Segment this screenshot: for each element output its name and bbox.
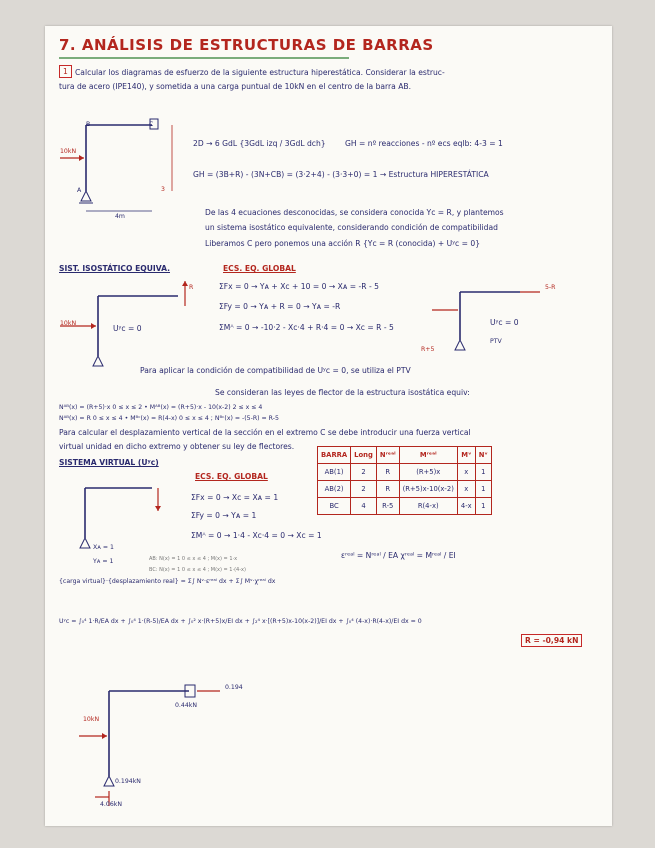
final-bottom-v-label: 0.194kN	[115, 778, 141, 785]
final-bottom-h-label: 4.06kN	[100, 801, 122, 808]
ptv-diagram	[440, 270, 550, 360]
dim-vertical: 3	[161, 186, 165, 193]
laws-intro: Se consideran las leyes de flector de la estructura isostática equiv:	[215, 388, 470, 397]
structure-diagram	[60, 111, 180, 221]
cell: 2	[351, 464, 377, 481]
page-title: 7. ANÁLISIS DE ESTRUCTURAS DE BARRAS	[59, 36, 434, 54]
compat-line: Para aplicar la condición de compatibilidad de Uʸc = 0, se utiliza el PTV	[140, 366, 411, 375]
cell: R-5	[376, 498, 399, 515]
ptv-r5-label: R+5	[421, 346, 435, 353]
table-row	[318, 481, 492, 498]
statement-line-1: Calcular los diagramas de esfuerzo de la siguiente estructura hiperestática. Considerar la estruc-	[75, 68, 445, 77]
virtual-structure-diagram	[70, 476, 180, 556]
virtual-law-ab: AB: N(x) = 1 0 ≤ x ≤ 4 ; M(x) = 1·x	[149, 556, 238, 562]
cell: AB(2)	[318, 481, 351, 498]
law-line-1: Nᴬᴮ(x) = (R+5)·x 0 ≤ x ≤ 2 • Mᴬᴮ(x) = (R+5)·x - 10(x-2) 2 ≤ x ≤ 4	[59, 404, 263, 411]
iso-eq-fy: ΣFy = 0 → Yᴀ + R = 0 → Yᴀ = -R	[219, 302, 341, 311]
ptv-label: PTV	[490, 338, 502, 345]
gh-calculation: GH = (3B+R) - (3N+CB) = (3·2+4) - (3·3+0) = 1 → Estructura HIPERESTÁTICA	[193, 170, 489, 179]
virtual-eq-fy: ΣFy = 0 → Yᴀ = 1	[191, 511, 257, 520]
iso-heading: SIST. ISOSTÁTICO EQUIVA.	[59, 264, 170, 273]
virtual-intro-2: virtual unidad en dicho extremo y obtener su ley de flectores.	[59, 442, 295, 451]
cell: R	[376, 464, 399, 481]
iso-ecs-heading: ECS. EQ. GLOBAL	[223, 264, 296, 273]
node-b-label: B	[86, 121, 91, 128]
gh-definition: GH = nº reacciones - nº ecs eqlb: 4-3 = 1	[345, 139, 503, 148]
th-barra: BARRA	[318, 447, 351, 464]
virtual-xa: Xᴀ = 1	[93, 544, 114, 551]
th-nreal: Nʳᵉᵃˡ	[376, 447, 399, 464]
cell: 2	[351, 481, 377, 498]
virtual-intro-1: Para calcular el desplazamiento vertical de la sección en el extremo C se debe introducir una fuerza vertical	[59, 428, 471, 437]
notebook-page	[45, 26, 612, 826]
dim-horizontal: 4m	[115, 213, 125, 220]
statement-line-2: tura de acero (IPE140), y sometida a una carga puntual de 10kN en el centro de la barra AB.	[59, 82, 412, 91]
cell: R(4-x)	[399, 498, 457, 515]
th-nv: Nᵛ	[475, 447, 491, 464]
ptv-5r-label: 5-R	[545, 284, 556, 291]
table-row	[318, 498, 492, 515]
iso-eq-m: ΣMᴬ = 0 → -10·2 - Xc·4 + R·4 = 0 → Xc = R - 5	[219, 323, 394, 332]
problem-number-box	[59, 67, 72, 76]
cell: R	[376, 481, 399, 498]
node-a-label: A	[77, 187, 82, 194]
strain-equations: εʳᵉᵃˡ = Nʳᵉᵃˡ / EA χʳᵉᵃˡ = Mʳᵉᵃˡ / EI	[341, 551, 456, 560]
virtual-eq-m: ΣMᴬ = 0 → 1·4 - Xc·4 = 0 → Xc = 1	[191, 531, 322, 540]
iso-load-label: 10kN	[60, 320, 77, 327]
load-label-1: 10kN	[60, 148, 77, 155]
virtual-law-bc: BC: N(x) = 1 0 ≤ x ≤ 4 ; M(x) = 1·(4-x)	[149, 567, 246, 573]
iso-eq-fx: ΣFx = 0 → Yᴀ + Xc + 10 = 0 → Xᴀ = -R - 5	[219, 282, 379, 291]
plan-line-2: un sistema isostático equivalente, considerando condición de compatibilidad	[205, 223, 498, 232]
iso-uyc-label: Uʸc = 0	[113, 324, 142, 333]
cell: 1	[475, 464, 491, 481]
iso-r-label: R	[189, 284, 194, 291]
title-underline	[59, 56, 359, 60]
th-mv: Mᵛ	[457, 447, 475, 464]
virtual-heading: SISTEMA VIRTUAL (Uʸc)	[59, 458, 159, 467]
table-row	[318, 464, 492, 481]
th-long: Long	[351, 447, 377, 464]
cell: (R+5)x-10(x-2)	[399, 481, 457, 498]
final-right-mid-label: 0.44kN	[175, 702, 197, 709]
cell: BC	[318, 498, 351, 515]
cell: 4	[351, 498, 377, 515]
law-line-2: Nᴬᴮ(x) = R 0 ≤ x ≤ 4 • Mᴮᶜ(x) = R(4-x) 0 ≤ x ≤ 4 ; Nᴮᶜ(x) = -(5-R) = R-5	[59, 415, 279, 422]
cell: x	[457, 464, 475, 481]
plan-line-3: Liberamos C pero ponemos una acción R {Yc = R (conocida) + Uʸc = 0}	[205, 239, 481, 248]
virtual-ecs-heading: ECS. EQ. GLOBAL	[195, 472, 268, 481]
results-table	[317, 446, 492, 515]
cell: AB(1)	[318, 464, 351, 481]
th-mreal: Mʳᵉᵃˡ	[399, 447, 457, 464]
gdl-line: 2D → 6 GdL {3GdL izq / 3GdL dch}	[193, 139, 326, 148]
final-load-label: 10kN	[83, 716, 100, 723]
virtual-eq-fx: ΣFx = 0 → Xc = Xᴀ = 1	[191, 493, 279, 502]
node-c-label: C	[149, 121, 154, 128]
integral-equation: Uʸc = ∫₀⁴ 1·R/EA dx + ∫₀⁴ 1·(R-5)/EA dx + ∫₀² x·(R+5)x/EI dx + ∫₂⁴ x·[(R+5)x-10(x-2)]/EI dx + ∫₀⁴ (4-x)·R(4-x)/EI dx = 0	[59, 618, 422, 625]
table-header-row	[318, 447, 492, 464]
ptv-uyc-label: Uʸc = 0	[490, 318, 519, 327]
plan-line-1: De las 4 ecuaciones desconocidas, se considera conocida Yc = R, y plantemos	[205, 208, 504, 217]
problem-number: 1	[59, 65, 72, 78]
result-box: R = -0,94 kN	[521, 634, 582, 647]
cell: 4-x	[457, 498, 475, 515]
cell: (R+5)x	[399, 464, 457, 481]
virtual-ya: Yᴀ = 1	[93, 558, 114, 565]
final-top-right-label: 0.194	[225, 684, 243, 691]
cell: 1	[475, 498, 491, 515]
cell: 1	[475, 481, 491, 498]
ptv-statement: {carga virtual}·{desplazamiento real} = Σ∫ Nᵛ·εʳᵉᵃˡ dx + Σ∫ Mᵛ·χʳᵉᵃˡ dx	[59, 578, 276, 585]
cell: x	[457, 481, 475, 498]
